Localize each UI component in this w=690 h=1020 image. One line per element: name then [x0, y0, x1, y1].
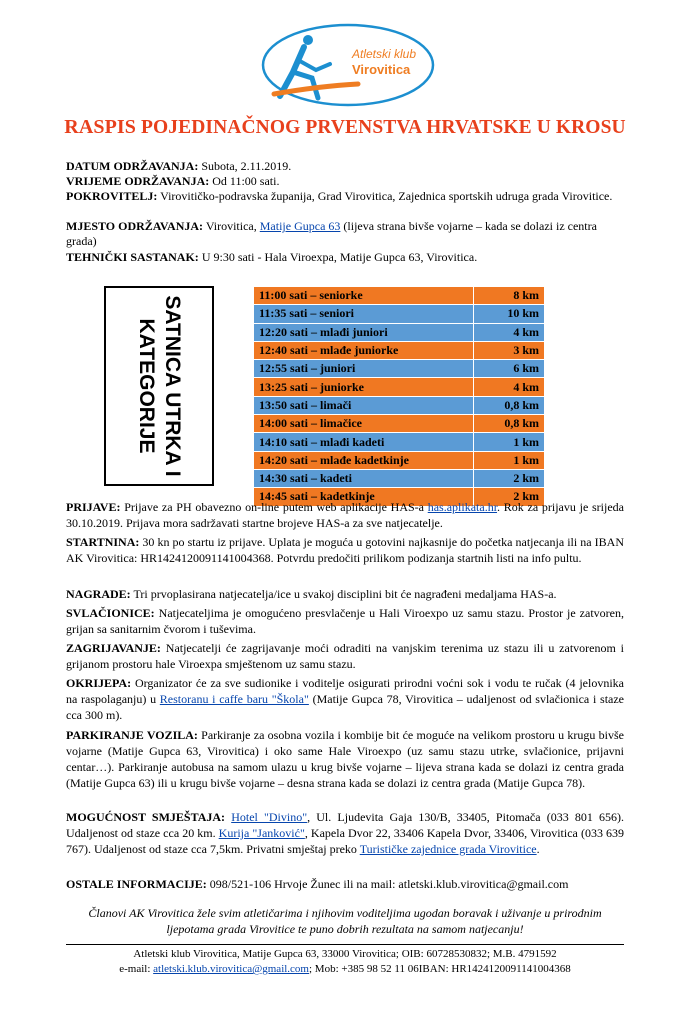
schedule-event: 12:20 sati – mlađi juniori: [254, 323, 474, 341]
schedule-heading-line2: KATEGORIJE: [135, 318, 158, 454]
schedule-row: [254, 360, 545, 378]
ostale-text: 098/521-106 Hrvoje Žunec ili na mail: atletski.klub.virovitica@gmail.com: [206, 877, 569, 891]
schedule-row: [254, 378, 545, 396]
okrijepa-post: (Matije Gupca 78, Virovitica – udaljenost od svlačionica i staze cca 300 m).: [66, 692, 625, 722]
schedule-table: [253, 286, 545, 507]
schedule-distance: 8 km: [474, 287, 545, 305]
schedule-event: 14:45 sati – kadetkinje: [254, 488, 474, 506]
prijave-label: PRIJAVE:: [66, 500, 121, 514]
schedule-event: 11:00 sati – seniorke: [254, 287, 474, 305]
schedule-distance: 2 km: [474, 469, 545, 487]
parkiranje-text: Parkiranje za osobna vozila i kombije bit će moguće na velikom prostoru u krugu bivše vojarne (Matije Gupca 63, Virovitica) i oko same Hale Viroexpo (uz samu stazu utrke, svlačionice, prijavni centar…). Parkiranje autobusa na samom ulazu u krug bivše vojarne – lijeva strana kada se dolazi iz centra grada (Matije Gupca 63) ili u krugu bivše vojarne – desna strana kada se dolazi iz centra grada (Matije Gupca 78).: [66, 728, 624, 790]
schedule-distance: 3 km: [474, 341, 545, 359]
mjesto-post: (lijeva strana bivše vojarne – kada se dolazi iz centra grada): [66, 219, 597, 248]
schedule-row: [254, 415, 545, 433]
mjesto-link[interactable]: Matije Gupca 63: [259, 219, 341, 233]
schedule-event: 11:35 sati – seniori: [254, 305, 474, 323]
club-logo: [260, 22, 436, 108]
okrijepa-link[interactable]: Restoranu i caffe baru "Škola": [159, 692, 309, 706]
vrijeme-label: VRIJEME ODRŽAVANJA:: [66, 174, 210, 188]
schedule-distance: 6 km: [474, 360, 545, 378]
schedule-row: [254, 433, 545, 451]
svlacionice-label: SVLAČIONICE:: [66, 606, 155, 620]
datum-label: DATUM ODRŽAVANJA:: [66, 159, 199, 173]
prijave-pre: Prijave za PH obavezno on-line putem web aplikacije HAS-a: [120, 500, 428, 514]
footer: [60, 947, 630, 977]
sastanak-label: TEHNIČKI SASTANAK:: [66, 250, 199, 264]
schedule-distance: 0,8 km: [474, 415, 545, 433]
nagrade-label: NAGRADE:: [66, 587, 131, 601]
sastanak-value: U 9:30 sati - Hala Viroexpa, Matije Gupca 63, Virovitica.: [198, 250, 478, 264]
section-prijave: [66, 499, 624, 531]
smjestaj-t1: , Ul. Ljudevita Gaja 130/B, 33405, Pitomača (033 801 656). Udaljenost od staze cca 20 km.: [66, 810, 625, 840]
schedule-distance: 1 km: [474, 433, 545, 451]
schedule-distance: 2 km: [474, 488, 545, 506]
page-title: [0, 116, 690, 139]
schedule-distance: 1 km: [474, 451, 545, 469]
smjestaj-label: MOGUĆNOST SMJEŠTAJA:: [66, 810, 226, 824]
section-startnina: [66, 534, 624, 566]
datum-value: Subota, 2.11.2019.: [198, 159, 292, 173]
section-zagrijavanje: [66, 640, 624, 672]
prijave-link[interactable]: has.aplikata.hr: [427, 500, 498, 514]
footer-email-link[interactable]: atletski.klub.virovitica@gmail.com: [153, 963, 309, 975]
prijave-post: . Rok za prijavu je srijeda 30.10.2019. Prijava mora sadržavati startne brojeve HAS-a za sve natjecatelje.: [66, 500, 625, 530]
vrijeme-value: Od 11:00 sati.: [209, 174, 280, 188]
nagrade-text: Tri prvoplasirana natjecatelja/ice u svakoj disciplini bit će nagrađeni medaljama HAS-a.: [130, 587, 557, 601]
info-mjesto: [66, 219, 626, 249]
pokrovitelj-label: POKROVITELJ:: [66, 189, 158, 203]
title-rest: POJEDINAČNOG PRVENSTVA HRVATSKE U KROSU: [136, 117, 626, 138]
mjesto-label: MJESTO ODRŽAVANJA:: [66, 219, 204, 233]
schedule-distance: 10 km: [474, 305, 545, 323]
schedule-distance: 4 km: [474, 378, 545, 396]
turisticka-zajednica-link[interactable]: Turističke zajednice grada Virovitice: [359, 842, 537, 856]
okrijepa-pre: Organizator će za sve sudionike i voditelje osigurati prirodni voćni sok i vodu te ručak (4 jelovnika na raspolaganju) u: [66, 676, 624, 706]
hotel-divino-link[interactable]: Hotel "Divino": [231, 810, 308, 824]
footer-line1: Atletski klub Virovitica, Matije Gupca 63, 33000 Virovitica; OIB: 60728530832; M.B. 4791592: [133, 948, 557, 960]
logo-line1: Atletski klub: [352, 47, 417, 61]
schedule-row: [254, 451, 545, 469]
title-word1: RASPIS: [64, 116, 137, 138]
info-datum: [66, 159, 626, 174]
schedule-distance: 4 km: [474, 323, 545, 341]
info-vrijeme: [66, 174, 626, 189]
footer-rest: ; Mob: +385 98 52 11 06IBAN: HR1424120091141004368: [309, 963, 571, 975]
section-nagrade: [66, 586, 624, 602]
schedule-event: 13:25 sati – juniorke: [254, 378, 474, 396]
section-ostale: [66, 876, 624, 892]
zagrijavanje-text: Natjecatelji će zagrijavanje moći odraditi na vanjskim terenima uz stazu ili u zatvorenom i grijanom prostoru hale Viroexpa smještenom uz samu stazu.: [66, 641, 624, 671]
ostale-label: OSTALE INFORMACIJE:: [66, 877, 207, 891]
schedule-event: 14:10 sati – mlađi kadeti: [254, 433, 474, 451]
schedule-heading-line1: SATNICA UTRKA I: [161, 295, 184, 477]
schedule-event: 14:30 sati – kadeti: [254, 469, 474, 487]
schedule-event: 14:00 sati – limačice: [254, 415, 474, 433]
section-smjestaj: [66, 809, 624, 857]
startnina-label: STARTNINA:: [66, 535, 140, 549]
footer-divider: [66, 944, 624, 945]
logo-line2: Virovitica: [352, 62, 411, 77]
info-sastanak: [66, 250, 626, 265]
zagrijavanje-label: ZAGRIJAVANJE:: [66, 641, 161, 655]
footer-email-label: e-mail:: [119, 963, 154, 975]
schedule-heading-box: [104, 286, 214, 486]
schedule-event: 12:55 sati – juniori: [254, 360, 474, 378]
startnina-text: 30 kn po startu iz prijave. Uplata je moguća u gotovini najkasnije do početka natjecanja ili na IBAN AK Virovitica: HR1424120091141004368. Potvrdu predočiti prilikom podizanja startnih listi na info pultu.: [66, 535, 624, 565]
schedule-distance: 0,8 km: [474, 396, 545, 414]
section-svlacionice: [66, 605, 624, 637]
schedule-row: [254, 323, 545, 341]
section-parkiranje: [66, 727, 624, 791]
schedule-event: 12:40 sati – mlađe juniorke: [254, 341, 474, 359]
mjesto-pre: Virovitica,: [203, 219, 260, 233]
footer-line2: [60, 962, 630, 977]
schedule-row: [254, 305, 545, 323]
kurija-jankovic-link[interactable]: Kurija "Janković": [218, 826, 305, 840]
pokrovitelj-value: Virovitičko-podravska županija, Grad Virovitica, Zajednica sportskih udruga grada Virovitice.: [157, 189, 613, 203]
closing-message: Članovi AK Virovitica žele svim atletičarima i njihovim voditeljima ugodan boravak i uživanje u prirodnim ljepotama grada Virovitice te puno dobrih rezultata na samom natjecanju!: [88, 906, 602, 936]
schedule-row: [254, 341, 545, 359]
info-pokrovitelj: [66, 189, 626, 204]
schedule-event: 14:20 sati – mlađe kadetkinje: [254, 451, 474, 469]
schedule-row: [254, 469, 545, 487]
parkiranje-label: PARKIRANJE VOZILA:: [66, 728, 198, 742]
schedule-event: 13:50 sati – limači: [254, 396, 474, 414]
smjestaj-t3: .: [536, 842, 540, 856]
svlacionice-text: Natjecateljima je omogućeno presvlačenje u Hali Viroexpo uz samu stazu. Prostor je zatvoren, grijan sa sanitarnim čvorom i tuševima.: [66, 606, 624, 636]
okrijepa-label: OKRIJEPA:: [66, 676, 132, 690]
schedule-row: [254, 396, 545, 414]
schedule-row: [254, 287, 545, 305]
section-okrijepa: [66, 675, 624, 723]
smjestaj-t2: , Kapela Dvor 22, 33406 Kapela Dvor, 33406, Virovitica (033 639 767). Udaljenost od staze cca 7,5km. Privatni smještaj preko: [66, 826, 625, 856]
